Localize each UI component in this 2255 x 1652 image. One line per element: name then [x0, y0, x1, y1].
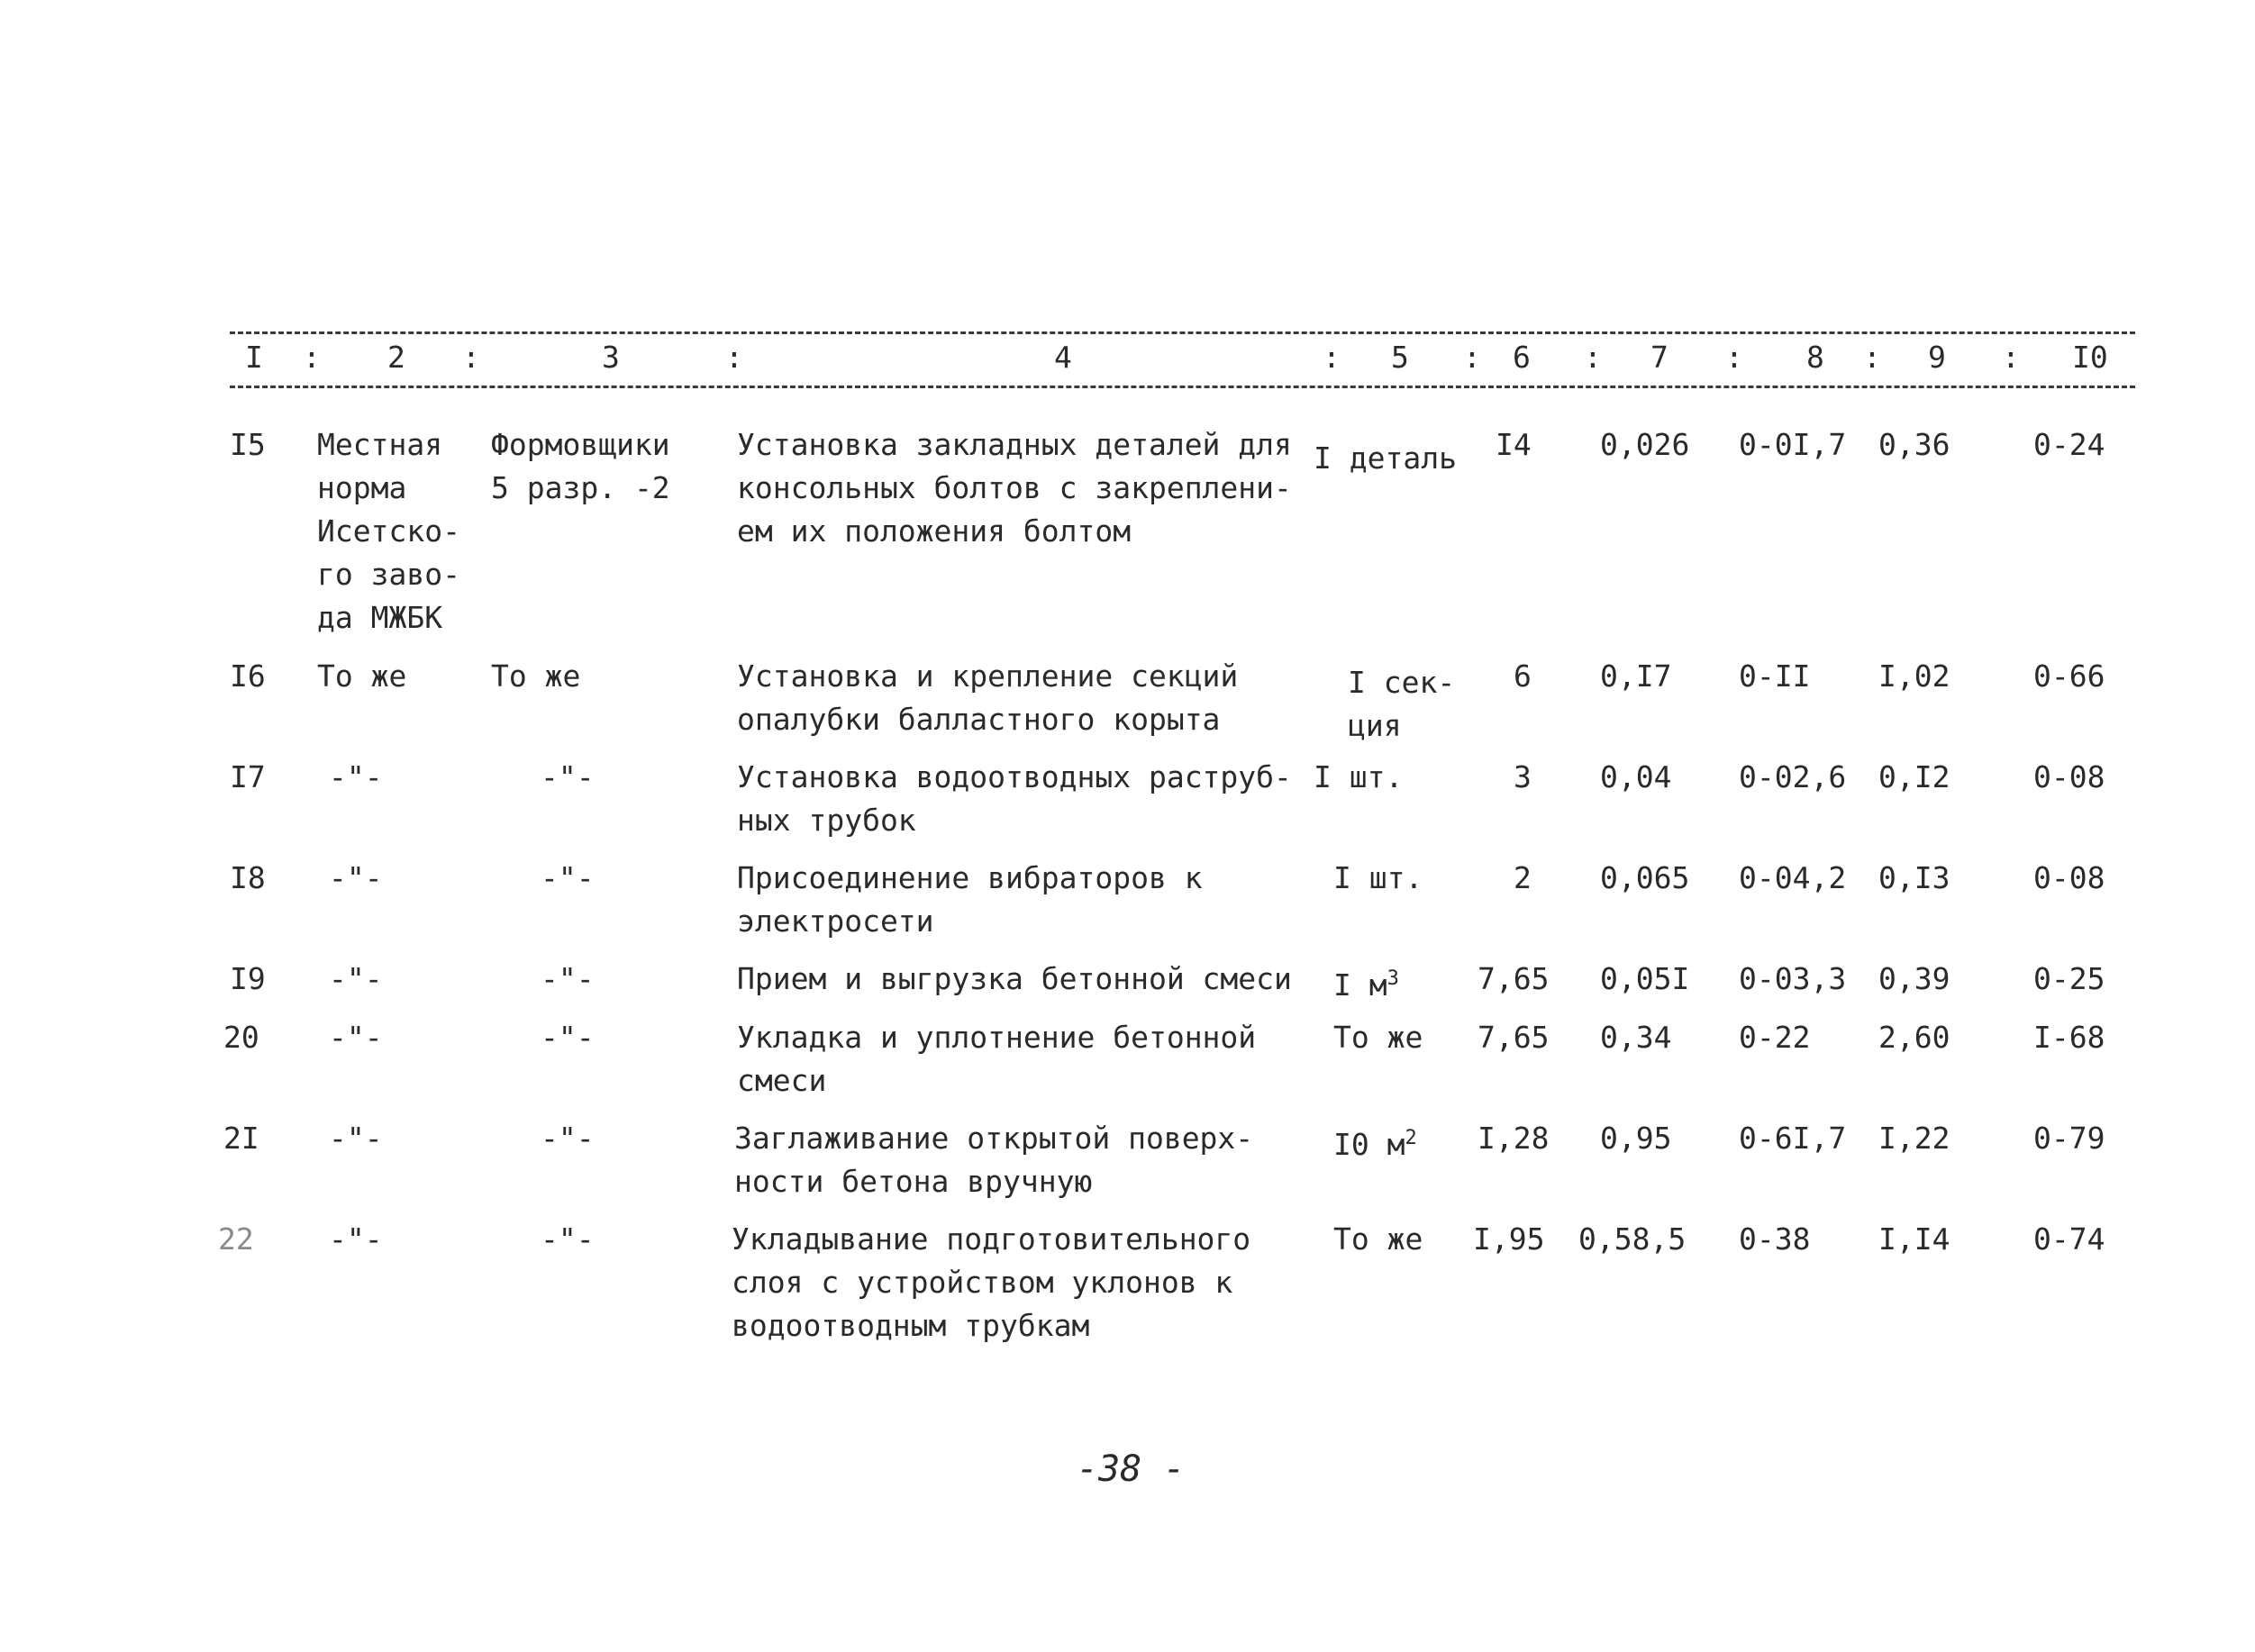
col-9-value: 0,I2: [1878, 759, 1950, 794]
col-7-value: 0,05I: [1600, 961, 1690, 996]
header-separator: :: [1463, 340, 1481, 375]
col-6-value: 3: [1514, 759, 1532, 794]
unit: I сек- ция: [1348, 665, 1456, 743]
col-8-value: 0-6I,7: [1739, 1121, 1847, 1156]
col-8-value: 0-03,3: [1739, 961, 1847, 996]
col-7-value: 0,95: [1600, 1121, 1672, 1156]
col-7-value: 0,026: [1600, 427, 1690, 462]
row-number: I9: [230, 961, 266, 996]
col-7-value: 0,58,5: [1578, 1221, 1687, 1257]
norm-source: -"-: [329, 1020, 383, 1055]
col-6-value: 7,65: [1478, 1020, 1550, 1055]
norm-source: -"-: [329, 1221, 383, 1257]
header-separator: :: [1725, 340, 1743, 375]
header-col-5: 5: [1391, 340, 1409, 375]
unit: [1333, 958, 1399, 1007]
workers: -"-: [541, 1020, 595, 1055]
header-top-rule: [230, 331, 2135, 334]
col-9-value: 0,39: [1878, 961, 1950, 996]
page-number: -38 -: [1077, 1448, 1186, 1490]
norm-source: Местная норма Исетско- го заво- да МЖБК: [317, 427, 460, 635]
header-col-3: 3: [602, 340, 620, 375]
row-number: 20: [223, 1020, 259, 1055]
col-6-value: I,28: [1478, 1121, 1550, 1156]
workers: Формовщики 5 разр. -2: [491, 427, 670, 505]
col-9-value: 0,I3: [1878, 860, 1950, 895]
unit: То же: [1333, 1020, 1423, 1055]
col-6-value: 2: [1514, 860, 1532, 895]
work-description: Укладывание подготовительного слоя с устройством уклонов к водоотводным трубкам: [732, 1221, 1251, 1343]
workers: -"-: [541, 1221, 595, 1257]
norm-source: -"-: [329, 961, 383, 996]
work-description: Установка и крепление секций опалубки балластного корыта: [737, 658, 1239, 737]
unit-text: I м: [1333, 967, 1387, 1003]
unit: I шт.: [1314, 759, 1404, 794]
norm-source: -"-: [329, 860, 383, 895]
header-col-4: 4: [1054, 340, 1072, 375]
workers: -"-: [541, 759, 595, 794]
unit: [1333, 1117, 1417, 1166]
header-col-9: 9: [1928, 340, 1946, 375]
work-description: Прием и выгрузка бетонной смеси: [737, 961, 1292, 996]
row-number: I7: [230, 759, 266, 794]
col-10-value: 0-24: [2033, 427, 2105, 462]
workers: -"-: [541, 860, 595, 895]
norm-source: -"-: [329, 759, 383, 794]
unit: I шт.: [1333, 860, 1423, 895]
norm-source: -"-: [329, 1121, 383, 1156]
row-number: 22: [218, 1221, 254, 1257]
header-col-6: 6: [1513, 340, 1531, 375]
header-col-10: I0: [2072, 340, 2108, 375]
header-separator: :: [462, 340, 480, 375]
header-separator: :: [1863, 340, 1881, 375]
header-separator: :: [725, 340, 743, 375]
workers: То же: [491, 658, 581, 694]
header-col-7: 7: [1650, 340, 1669, 375]
header-col-8: 8: [1806, 340, 1824, 375]
work-description: Присоединение вибраторов к электросети: [737, 860, 1203, 939]
col-10-value: 0-79: [2033, 1121, 2105, 1156]
col-8-value: 0-0I,7: [1739, 427, 1847, 462]
workers: -"-: [541, 1121, 595, 1156]
workers: -"-: [541, 961, 595, 996]
norm-source: То же: [317, 658, 407, 694]
col-8-value: 0-02,6: [1739, 759, 1847, 794]
work-description: Установка закладных деталей для консольных болтов с закреплени- ем их положения болтом: [737, 427, 1292, 549]
row-number: I5: [230, 427, 266, 462]
col-10-value: 0-08: [2033, 860, 2105, 895]
col-8-value: 0-II: [1739, 658, 1811, 694]
header-separator: :: [1584, 340, 1602, 375]
row-number: I6: [230, 658, 266, 694]
col-10-value: 0-25: [2033, 961, 2105, 996]
col-8-value: 0-38: [1739, 1221, 1811, 1257]
col-9-value: 2,60: [1878, 1020, 1950, 1055]
unit: I деталь: [1314, 440, 1457, 476]
header-bottom-rule: [230, 386, 2135, 388]
work-description: Укладка и уплотнение бетонной смеси: [737, 1020, 1257, 1098]
col-7-value: 0,04: [1600, 759, 1672, 794]
col-10-value: 0-08: [2033, 759, 2105, 794]
col-6-value: I,95: [1473, 1221, 1545, 1257]
col-7-value: 0,I7: [1600, 658, 1672, 694]
col-10-value: I-68: [2033, 1020, 2105, 1055]
header-separator: :: [2002, 340, 2020, 375]
unit-exponent: 2: [1405, 1127, 1417, 1149]
work-description: Заглаживание открытой поверх- ности бетона вручную: [734, 1121, 1254, 1199]
col-9-value: 0,36: [1878, 427, 1950, 462]
work-description: Установка водоотводных раструб- ных трубок: [737, 759, 1292, 838]
col-6-value: 7,65: [1478, 961, 1550, 996]
col-9-value: I,22: [1878, 1121, 1950, 1156]
row-number: I8: [230, 860, 266, 895]
header-col-1: I: [245, 340, 263, 375]
col-7-value: 0,065: [1600, 860, 1690, 895]
col-6-value: I4: [1496, 427, 1532, 462]
col-9-value: I,02: [1878, 658, 1950, 694]
header-separator: :: [303, 340, 321, 375]
col-8-value: 0-22: [1739, 1020, 1811, 1055]
col-10-value: 0-74: [2033, 1221, 2105, 1257]
unit-exponent: 3: [1387, 967, 1399, 990]
header-col-2: 2: [387, 340, 405, 375]
col-6-value: 6: [1514, 658, 1532, 694]
col-7-value: 0,34: [1600, 1020, 1672, 1055]
unit-text: I0 м: [1333, 1127, 1405, 1162]
row-number: 2I: [223, 1121, 259, 1156]
unit: То же: [1333, 1221, 1423, 1257]
col-8-value: 0-04,2: [1739, 860, 1847, 895]
header-separator: :: [1323, 340, 1341, 375]
col-10-value: 0-66: [2033, 658, 2105, 694]
col-9-value: I,I4: [1878, 1221, 1950, 1257]
